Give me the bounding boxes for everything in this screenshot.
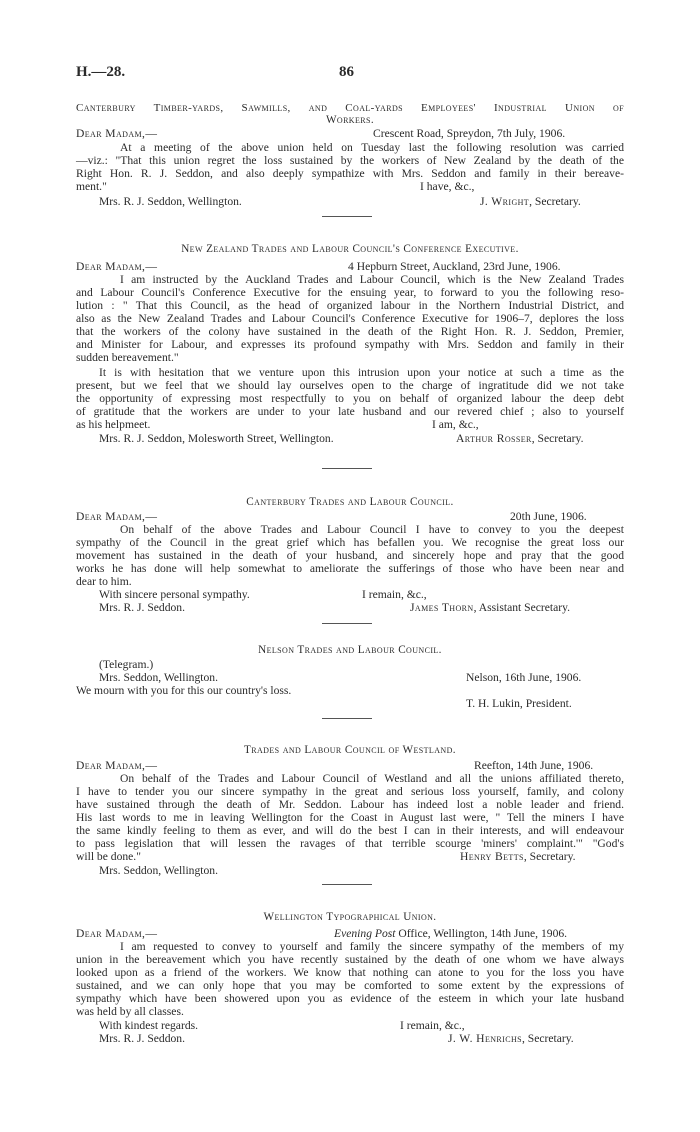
newspaper-name: Evening Post <box>334 927 396 940</box>
letter-title: Trades and Labour Council of Westland. <box>244 744 456 756</box>
signature <box>410 601 570 614</box>
signature <box>460 850 576 863</box>
page-number: 86 <box>339 64 354 80</box>
body-line: We mourn with you for this our country's loss. <box>76 684 292 697</box>
recipient: Mrs. R. J. Seddon, Molesworth Street, Wellington. <box>99 432 334 445</box>
letter-title: Canterbury Timber-yards, Sawmills, and Coal-yards Employees' Industrial Union of <box>76 102 624 114</box>
signature-name: Arthur Rosser <box>456 432 532 445</box>
sender-address: 20th June, 1906. <box>510 510 587 523</box>
salutation: Dear Madam,— <box>76 759 158 772</box>
signature-name: T. H. Lukin <box>466 697 520 710</box>
body-line: have sustained through the death of Mr. Seddon. Labour has indeed lost a noble leader and friend. <box>76 798 624 811</box>
regards-line: With kindest regards. <box>99 1019 199 1032</box>
salutation: Dear Madam,— <box>76 510 158 523</box>
letter-title: New Zealand Trades and Labour Council's Conference Executive. <box>181 243 519 255</box>
body-line: ment." <box>76 180 107 193</box>
body-line: On behalf of the above Trades and Labour Council I have to convey to you the deepest <box>120 523 624 536</box>
recipient: Mrs. R. J. Seddon. <box>99 1032 185 1045</box>
signature-role: , Secretary. <box>521 1032 574 1045</box>
section-divider <box>322 884 372 885</box>
sympathy-line: With sincere personal sympathy. <box>99 588 250 601</box>
letter-title: Nelson Trades and Labour Council. <box>258 644 442 656</box>
signature-role: , Secretary. <box>529 195 581 208</box>
closing: I remain, &c., <box>400 1019 465 1032</box>
body-line: At a meeting of the above union held on Tuesday last the following resolution was carried <box>120 141 624 154</box>
body-line: dear to him. <box>76 575 132 588</box>
closing: I remain, &c., <box>362 588 427 601</box>
section-divider <box>322 623 372 624</box>
letter-title: Wellington Typographical Union. <box>263 911 437 923</box>
body-line: works he has done will help somewhat to ameliorate the sufferings of those who have been near and <box>76 562 624 575</box>
body-line: and Labour Council's Conference Executive for the ensuing year, to forward to you the following reso- <box>76 286 624 299</box>
body-line: I have to tender you our sincere sympathy in the great and serious loss yourself, family, and colony <box>76 785 624 798</box>
body-line: sudden bereavement." <box>76 351 179 364</box>
body-line: I am instructed by the Auckland Trades and Labour Council, which is the New Zealand Trades <box>120 273 624 286</box>
body-line: present, but we feel that we should lay ourselves open to the charge of ingratitude did we not take <box>76 379 624 392</box>
body-line: —viz.: "That this union regret the loss sustained by the workers of New Zealand by the death of the <box>76 154 624 167</box>
sender-address <box>334 927 567 940</box>
body-line: It is with hesitation that we venture upon this intrusion upon your notice at such a time as the <box>99 366 624 379</box>
body-line: the opportunity of expressing most respectfully to you on behalf of organized labour the deep debt <box>76 392 624 405</box>
signature-role: , Secretary. <box>531 432 584 445</box>
body-line: sustained, and we can only hope that you may be comforted to some extent by the expressions of <box>76 979 624 992</box>
closing: I have, &c., <box>420 180 475 193</box>
sender-address: 4 Hepburn Street, Auckland, 23rd June, 1906. <box>348 260 561 273</box>
body-line: movement has sustained in the death of your husband, and sincerely hope and pray that the good <box>76 549 624 562</box>
signature <box>448 1032 574 1045</box>
section-divider <box>322 718 372 719</box>
body-line: to pass legislation that will lessen the ravages of that terrible scourge 'miners' complaint.'" "God's <box>76 837 624 850</box>
signature-name: J. W. Henrichs <box>448 1032 522 1045</box>
body-line: His last words to me in leaving Wellington for the Coast in August last were, " Tell the miners I have <box>76 811 624 824</box>
recipient: Mrs. R. J. Seddon. <box>99 601 185 614</box>
sender-address: Crescent Road, Spreydon, 7th July, 1906. <box>373 127 566 140</box>
body-line: On behalf of the Trades and Labour Council of Westland and all the unions affiliated thereto, <box>120 772 624 785</box>
body-line: the same kindly feeling to them as ever, and will do the best I can in their interests, and will endeavour <box>76 824 624 837</box>
letter-title: Canterbury Trades and Labour Council. <box>246 496 454 508</box>
sender-address: Reefton, 14th June, 1906. <box>474 759 594 772</box>
signature-name: J. Wright <box>480 195 530 208</box>
body-line: I am requested to convey to yourself and family the sincere sympathy of the members of my <box>120 940 624 953</box>
signature <box>456 432 583 445</box>
body-line: sympathy which have been showered upon you as evidence of the esteem in which your late husband <box>76 992 624 1005</box>
signature <box>466 697 572 710</box>
body-line: was held by all classes. <box>76 1005 184 1018</box>
body-line: as his helpmeet. <box>76 418 151 431</box>
sender-address: Nelson, 16th June, 1906. <box>466 671 582 684</box>
closing: I am, &c., <box>432 418 479 431</box>
telegram-label: (Telegram.) <box>99 658 154 671</box>
signature <box>480 195 581 208</box>
signature-role: , Assistant Secretary. <box>473 601 571 614</box>
recipient: Mrs. Seddon, Wellington. <box>99 671 218 684</box>
body-line: that the workers of the colony have sustained in the death of the Right Hon. R. J. Seddon, Premier, <box>76 325 624 338</box>
signature-name: Henry Betts <box>460 850 524 863</box>
recipient: Mrs. R. J. Seddon, Wellington. <box>99 195 242 208</box>
body-line: union in the bereavement which you have recently sustained by the death of one whom we have always <box>76 953 624 966</box>
section-divider <box>322 216 372 217</box>
salutation: Dear Madam,— <box>76 260 158 273</box>
letter-title-continued: Workers. <box>325 114 375 126</box>
body-line: and Minister for Labour, and expresses its profound sympathy with Mrs. Seddon and family in their <box>76 338 624 351</box>
signature-role: , President. <box>519 697 572 710</box>
address-rest: Office, Wellington, 14th June, 1906. <box>395 927 568 940</box>
salutation: Dear Madam,— <box>76 927 158 940</box>
body-line: lution : " That this Council, as the head of organized labour in the Northern Industrial District, and <box>76 299 624 312</box>
signature-role: , Secretary. <box>523 850 576 863</box>
section-divider <box>322 468 372 469</box>
signature-name: James Thorn <box>410 601 474 614</box>
series-number: H.—28. <box>76 64 126 80</box>
body-line: Right Hon. R. J. Seddon, and also deeply sympathize with Mrs. Seddon and family in their bereave- <box>76 167 624 180</box>
body-line: looked upon as a friend of the workers. We know that nothing can atone to you for the loss you have <box>76 966 624 979</box>
body-line: sympathy of the Council in the great grief which has befallen you. We recognise the great loss our <box>76 536 624 549</box>
body-line: of gratitude that the workers are under to your late husband and our revered chief ; also to yourself <box>76 405 624 418</box>
body-line: also as the New Zealand Trades and Labour Council's Conference Executive for 1906–7, deplores the loss <box>76 312 624 325</box>
recipient: Mrs. Seddon, Wellington. <box>99 864 218 877</box>
salutation: Dear Madam,— <box>76 127 158 140</box>
body-line: will be done." <box>76 850 141 863</box>
